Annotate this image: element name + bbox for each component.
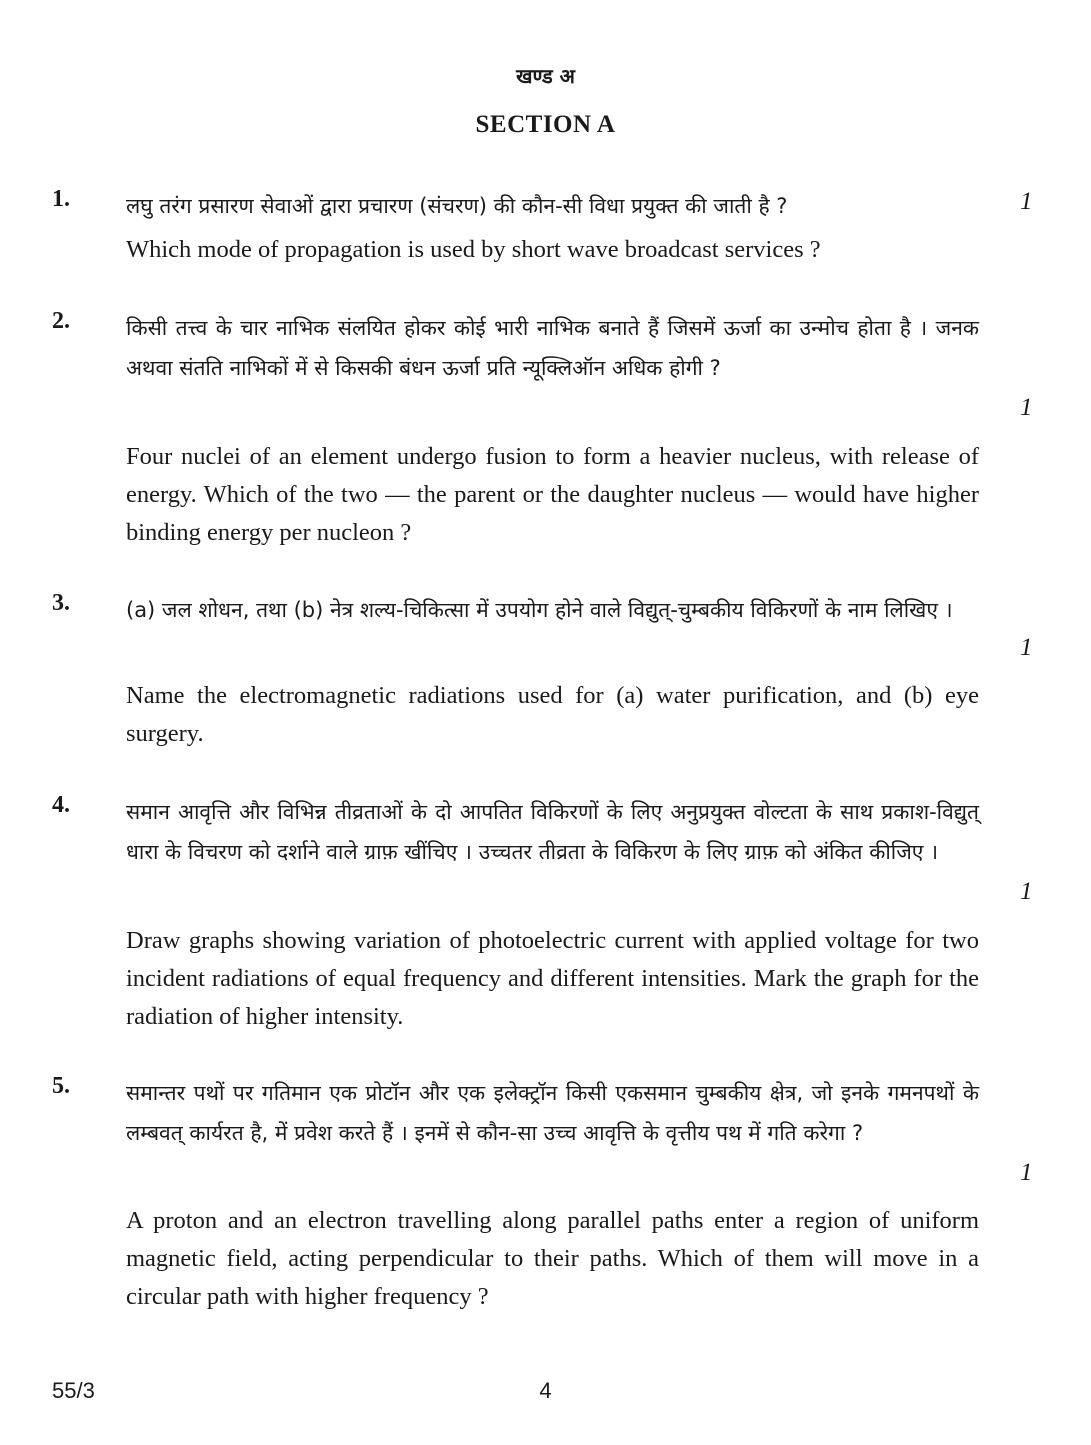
- section-title: SECTION A: [475, 111, 616, 138]
- question-text-hindi: समान्तर पथों पर गतिमान एक प्रोटॉन और एक इलेक्ट्रॉन किसी एकसमान चुम्बकीय क्षेत्र, जो इनके गमनपथों के लम्बवत् कार्यरत है, में प्रवेश करते हैं । इनमें से कौन-सा उच्च आवृत्ति के वृत्तीय पथ में गति करेगा ?: [126, 1081, 979, 1145]
- question-number: 5.: [52, 1073, 70, 1099]
- question-text-english: Four nuclei of an element undergo fusion to form a heavier nucleus, with release of energy. Which of the two — the parent or the daughter nucleus — would have higher binding energy per nucleon ?: [126, 443, 979, 546]
- question-number: 4.: [52, 792, 70, 818]
- question-text-english: Draw graphs showing variation of photoelectric current with applied voltage for two incident radiations of equal frequency and different intensities. Mark the graph for the radiation of higher intensity.: [126, 927, 979, 1030]
- question-number: 3.: [52, 590, 70, 616]
- question-text-hindi: समान आवृत्ति और विभिन्न तीव्रताओं के दो आपतित विकिरणों के लिए अनुप्रयुक्त वोल्टता के साथ प्रकाश-विद्युत् धारा के विचरण को दर्शाने वाले ग्राफ़ खींचिए । उच्चतर तीव्रता के विकिरण के लिए ग्राफ़ को अंकित कीजिए ।: [126, 800, 979, 864]
- question-text-hindi: (a) जल शोधन, तथा (b) नेत्र शल्य-चिकित्सा में उपयोग होने वाले विद्युत्-चुम्बकीय विकिरणों के नाम लिखिए ।: [126, 598, 953, 622]
- question-text-english: Which mode of propagation is used by short wave broadcast services ?: [126, 236, 821, 263]
- section-title-hindi: खण्ड अ: [516, 64, 575, 88]
- question-text-english: A proton and an electron travelling along parallel paths enter a region of uniform magnetic field, acting perpendicular to their paths. Which of them will move in a circular path with higher frequency ?: [126, 1207, 979, 1310]
- question-marks: 1: [1020, 1159, 1033, 1186]
- question-number: 1.: [52, 186, 70, 212]
- question-marks: 1: [1020, 634, 1033, 661]
- paper-code: 55/3: [52, 1378, 95, 1403]
- question-text-english: Name the electromagnetic radiations used for (a) water purification, and (b) eye surgery.: [126, 682, 979, 747]
- question-marks: 1: [1020, 188, 1033, 215]
- question-number: 2.: [52, 308, 70, 334]
- question-text-hindi: लघु तरंग प्रसारण सेवाओं द्वारा प्रचारण (संचरण) की कौन-सी विधा प्रयुक्त की जाती है ?: [126, 194, 788, 218]
- question-marks: 1: [1020, 394, 1033, 421]
- page-number: 4: [539, 1378, 552, 1403]
- question-marks: 1: [1020, 878, 1033, 905]
- question-text-hindi: किसी तत्त्व के चार नाभिक संलयित होकर कोई भारी नाभिक बनाते हैं जिसमें ऊर्जा का उन्मोच होता है । जनक अथवा संतति नाभिकों में से किसकी बंधन ऊर्जा प्रति न्यूक्लिऑन अधिक होगी ?: [126, 316, 979, 380]
